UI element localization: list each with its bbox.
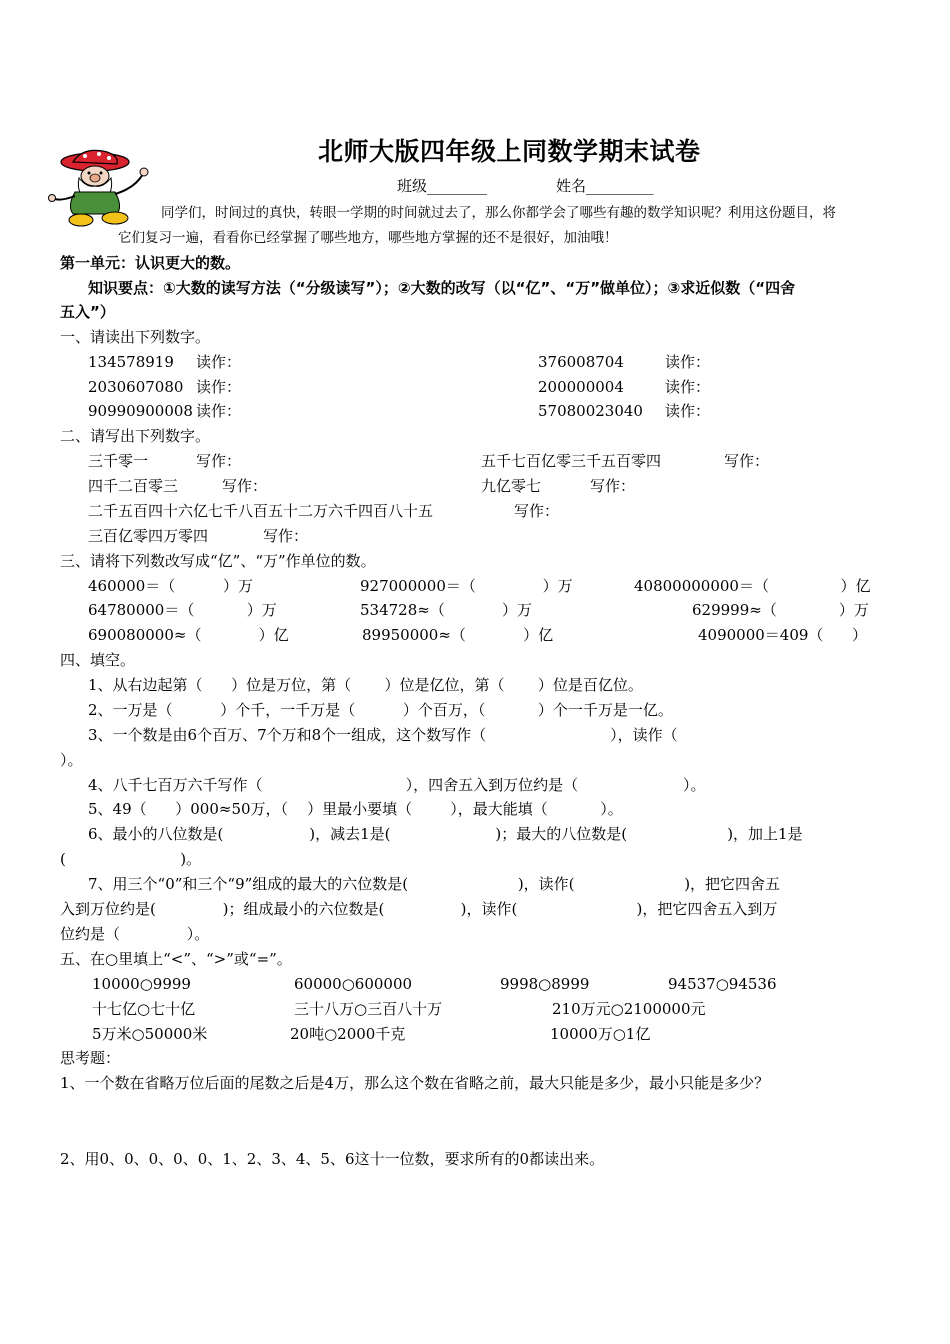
write-label: 写作： [514, 502, 560, 520]
read-number: 134578919 [88, 353, 174, 371]
unit1-heading: 第一单元：认识更大的数。 [60, 254, 241, 272]
compare-item: 10000○9999 [92, 975, 191, 993]
fill-blank-line: 6、最小的八位数是( )，减去1是( )；最大的八位数是( )，加上1是 [88, 825, 803, 843]
compare-item: 210万元○2100000元 [552, 1000, 706, 1018]
rewrite-item: 927000000＝（ ）万 [360, 577, 573, 595]
rewrite-item: 64780000＝（ ）万 [88, 601, 277, 619]
write-item: 三千零一 [88, 452, 149, 470]
read-label: 读作： [196, 353, 242, 371]
rewrite-item: 4090000＝409（ ） [698, 626, 868, 644]
page-title: 北师大版四年级上同数学期末试卷 [318, 137, 701, 166]
section-2-heading: 二、请写出下列数字。 [60, 427, 211, 445]
write-item: 九亿零七 [481, 477, 542, 495]
section-3-heading: 三、请将下列数改写成“亿”、“万”作单位的数。 [60, 552, 376, 570]
fill-blank-line: 入到万位约是( )；组成最小的六位数是( )，读作( )，把它四舍五入到万 [60, 900, 778, 918]
think-question-1: 1、一个数在省略万位后面的尾数之后是4万，那么这个数在省略之前，最大只能是多少，最小只能是多少？ [60, 1074, 770, 1092]
rewrite-item: 629999≈（ ）万 [692, 601, 869, 619]
compare-item: 十七亿○七十亿 [92, 1000, 196, 1018]
section-4-heading: 四、填空。 [60, 651, 136, 669]
fill-blank-line: 2、一万是（ ）个千，一千万是（ ）个百万，（ ）个一千万是一亿。 [88, 701, 673, 719]
rewrite-item: 89950000≈（ ）亿 [362, 626, 554, 644]
read-number: 57080023040 [538, 402, 643, 420]
rewrite-item: 690080000≈（ ）亿 [88, 626, 289, 644]
rewrite-item: 40800000000＝（ ）亿 [634, 577, 871, 595]
think-heading: 思考题： [60, 1049, 121, 1067]
write-label: 写作： [724, 452, 770, 470]
read-label: 读作： [196, 402, 242, 420]
write-item: 二千五百四十六亿七千八百五十二万六千四百八十五 [88, 502, 434, 520]
intro-line-2: 它们复习一遍，看看你已经掌握了哪些地方，哪些地方掌握的还不是很好，加油哦！ [118, 230, 618, 246]
fill-blank-line: 1、从右边起第（ ）位是万位，第（ ）位是亿位，第（ ）位是百亿位。 [88, 676, 643, 694]
read-number: 2030607080 [88, 378, 184, 396]
section-1-heading: 一、请读出下列数字。 [60, 328, 211, 346]
think-question-2: 2、用0、0、0、0、0、1、2、3、4、5、6这十一位数，要求所有的0都读出来。 [60, 1150, 605, 1168]
read-label: 读作： [196, 378, 242, 396]
knowledge-points-line-1: 知识要点：①大数的读写方法（“分级读写”）；②大数的改写（以“亿”、“万”做单位）；③求近似数（“四舍 [88, 279, 796, 297]
compare-item: 10000万○1亿 [550, 1025, 651, 1043]
write-item: 四千二百零三 [88, 477, 179, 495]
write-label: 写作： [222, 477, 268, 495]
write-label: 写作： [590, 477, 636, 495]
compare-item: 20吨○2000千克 [290, 1025, 406, 1043]
knowledge-points-line-2: 五入”） [60, 303, 115, 321]
read-number: 200000004 [538, 378, 624, 396]
compare-item: 9998○8999 [500, 975, 590, 993]
write-label: 写作： [196, 452, 242, 470]
cartoon-gnome-icon [45, 148, 157, 228]
fill-blank-line: 7、用三个“0”和三个“9”组成的最大的六位数是( )，读作( )，把它四舍五 [88, 875, 781, 893]
fill-blank-line: ( )。 [60, 850, 202, 868]
fill-blank-line: 4、八千七百万六千写作（ ），四舍五入到万位约是（ ）。 [88, 776, 706, 794]
write-label: 写作： [263, 527, 309, 545]
write-item: 三百亿零四万零四 [88, 527, 209, 545]
section-5-heading: 五、在○里填上“<”、“>”或“=”。 [60, 950, 292, 968]
intro-line-1: 同学们，时间过的真快，转眼一学期的时间就过去了，那么你都学会了哪些有趣的数学知识呢？利用这份题目，将 [161, 205, 836, 221]
write-item: 五千七百亿零三千五百零四 [481, 452, 662, 470]
read-number: 90990900008 [88, 402, 193, 420]
compare-item: 5万米○50000米 [92, 1025, 208, 1043]
fill-blank-line: 位约是（ ）。 [60, 925, 210, 943]
name-field: 姓名_________ [556, 177, 654, 195]
read-number: 376008704 [538, 353, 624, 371]
compare-item: 60000○600000 [294, 975, 413, 993]
rewrite-item: 460000＝（ ）万 [88, 577, 253, 595]
fill-blank-line: ）。 [60, 751, 83, 769]
compare-item: 94537○94536 [668, 975, 777, 993]
read-label: 读作： [665, 378, 711, 396]
fill-blank-line: 5、49（ ）000≈50万，（ ）里最小要填（ ），最大能填（ ）。 [88, 800, 623, 818]
class-field: 班级________ [397, 177, 488, 195]
compare-item: 三十八万○三百八十万 [294, 1000, 443, 1018]
rewrite-item: 534728≈（ ）万 [360, 601, 533, 619]
read-label: 读作： [665, 402, 711, 420]
read-label: 读作： [665, 353, 711, 371]
fill-blank-line: 3、一个数是由6个百万、7个万和8个一组成，这个数写作（ ），读作（ [88, 726, 678, 744]
